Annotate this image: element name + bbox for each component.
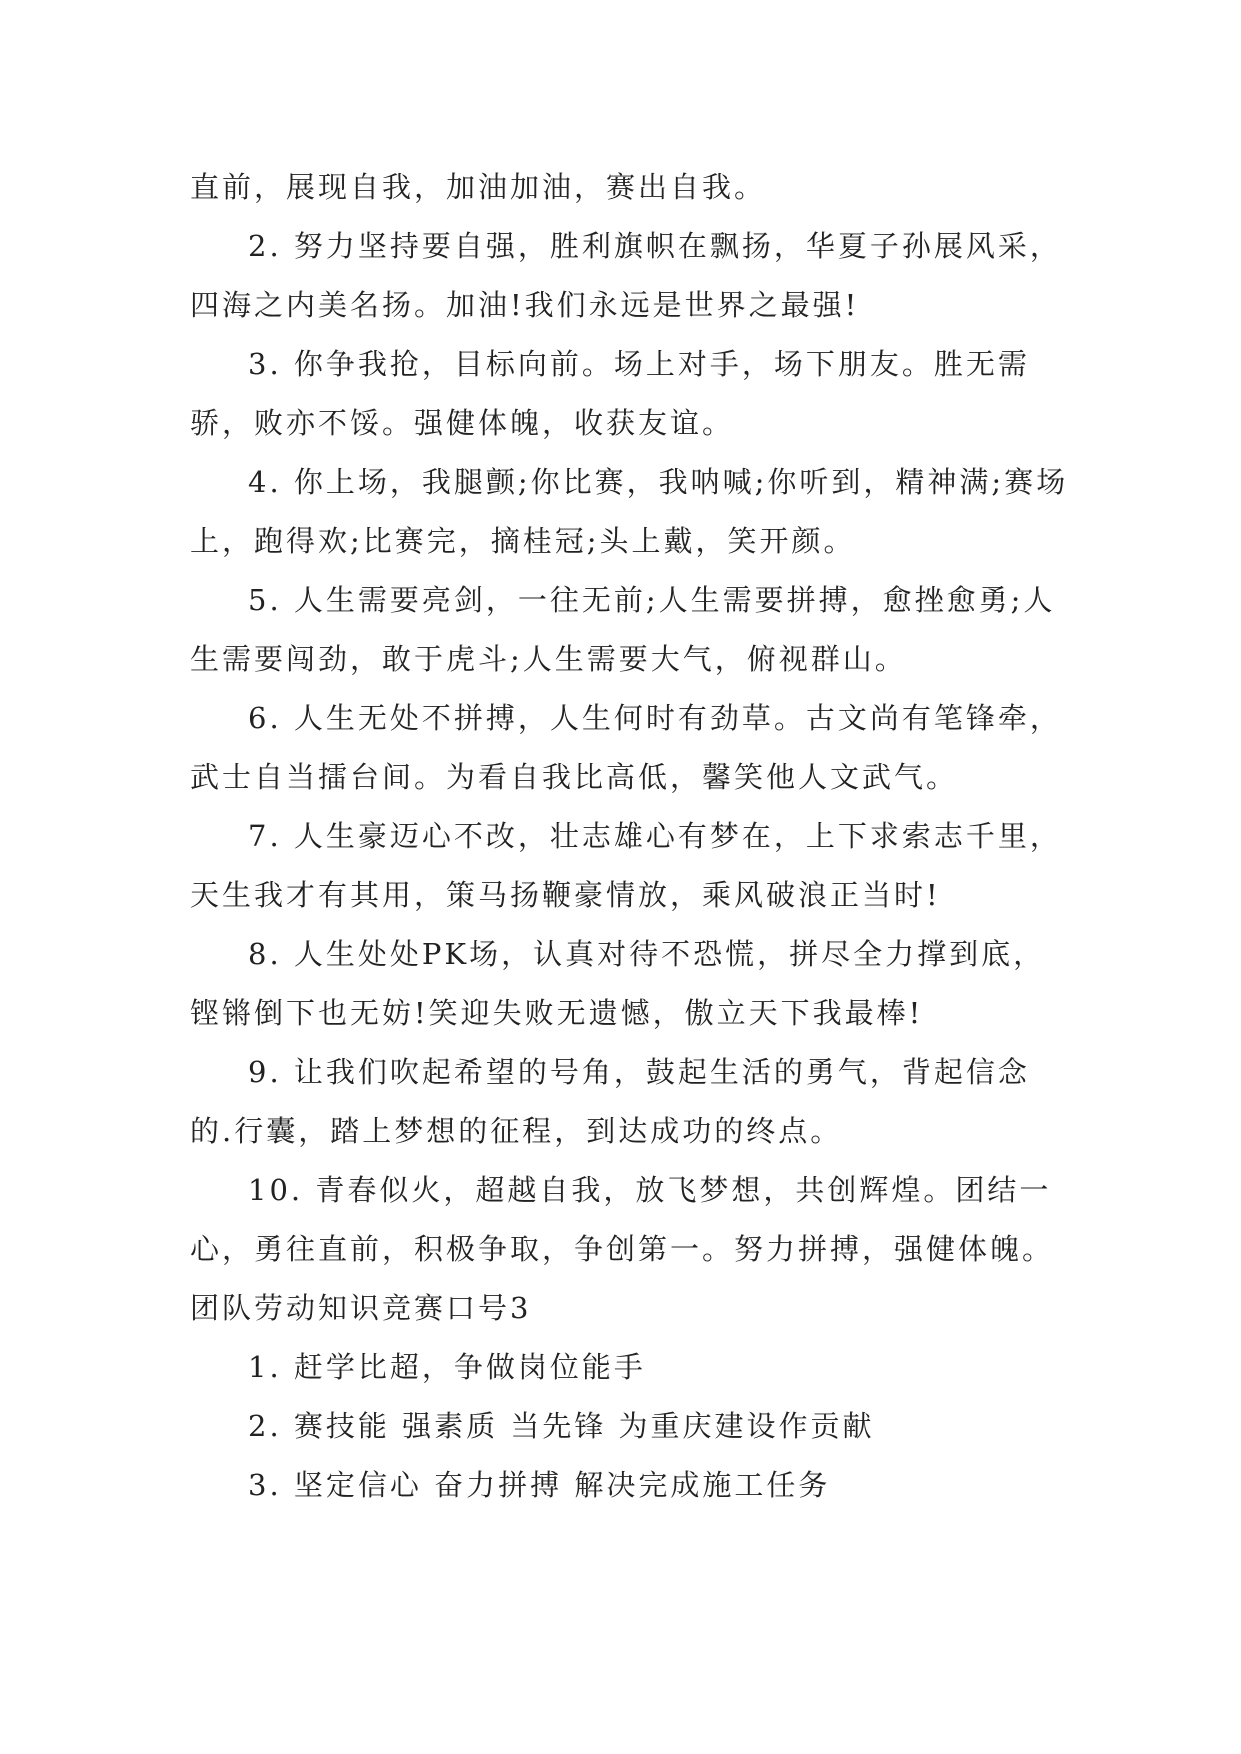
list-item: 1. 赶学比超，争做岗位能手 (248, 1350, 646, 1384)
slogan-item-9: 9. 让我们吹起希望的号角，鼓起生活的勇气，背起信念的.行囊，踏上梦想的征程，到达成功的终点。 (190, 1055, 1030, 1148)
list-item: 3. 坚定信心 奋力拼搏 解决完成施工任务 (248, 1468, 831, 1502)
slogan-item-10: 10. 青春似火，超越自我，放飞梦想，共创辉煌。团结一心，勇往直前，积极争取，争创第一。努力拼搏，强健体魄。 (190, 1173, 1055, 1266)
slogan-item-4: 4. 你上场，我腿颤;你比赛，我呐喊;你听到，精神满;赛场上，跑得欢;比赛完，摘桂冠;头上戴，笑开颜。 (190, 465, 1069, 558)
paragraph-continuation: 直前，展现自我，加油加油，赛出自我。 (190, 170, 767, 204)
document-body (190, 158, 1070, 1515)
list-item: 2. 赛技能 强素质 当先锋 为重庆建设作贡献 (248, 1409, 875, 1443)
slogan-item-2: 2. 努力坚持要自强，胜利旗帜在飘扬，华夏子孙展风采，四海之内美名扬。加油!我们永远是世界之最强! (190, 229, 1062, 322)
slogan-item-3: 3. 你争我抢，目标向前。场上对手，场下朋友。胜无需骄，败亦不馁。强健体魄，收获友谊。 (190, 347, 1030, 440)
section-heading: 团队劳动知识竞赛口号3 (190, 1291, 532, 1325)
slogan-item-7: 7. 人生豪迈心不改，壮志雄心有梦在，上下求索志千里，天生我才有其用，策马扬鞭豪情放，乘风破浪正当时! (190, 819, 1062, 912)
slogan-item-5: 5. 人生需要亮剑，一往无前;人生需要拼搏，愈挫愈勇;人生需要闯劲，敢于虎斗;人生需要大气，俯视群山。 (190, 583, 1056, 676)
slogan-item-8: 8. 人生处处PK场，认真对待不恐慌，拼尽全力撑到底，铿锵倒下也无妨!笑迎失败无遗憾，傲立天下我最棒! (190, 937, 1046, 1030)
slogan-item-6: 6. 人生无处不拼搏，人生何时有劲草。古文尚有笔锋牵，武士自当擂台间。为看自我比高低，馨笑他人文武气。 (190, 701, 1062, 794)
